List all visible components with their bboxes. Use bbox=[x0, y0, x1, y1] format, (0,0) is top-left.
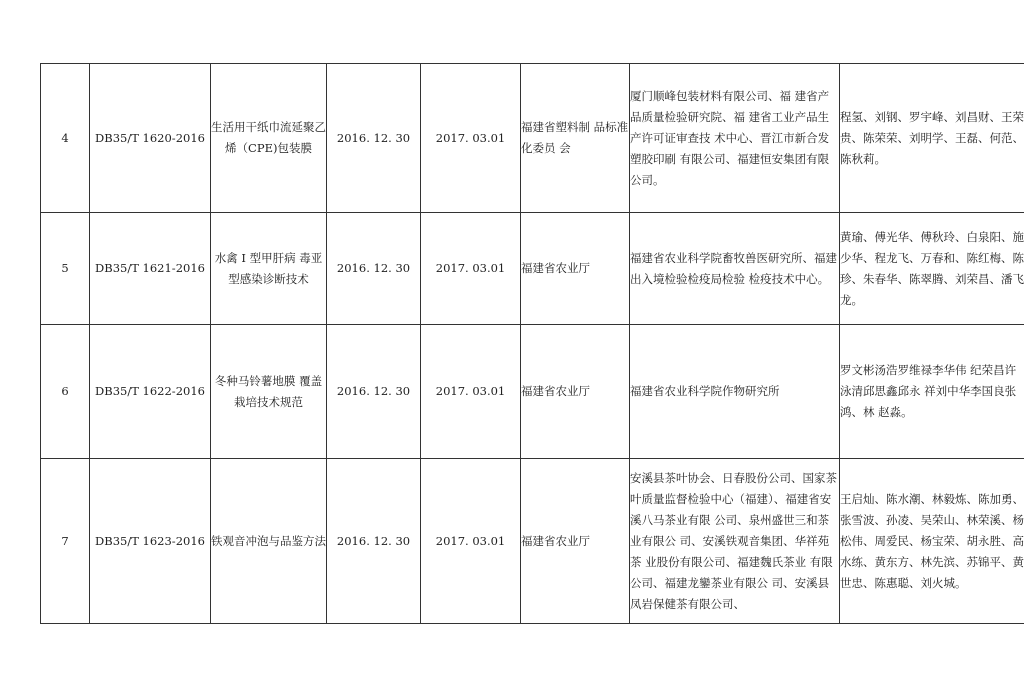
drafting-units: 福建省农业科学院作物研究所 bbox=[630, 325, 840, 459]
table-row bbox=[41, 459, 1024, 624]
standard-code: DB35/T 1623-2016 bbox=[90, 459, 211, 624]
drafters-list: 罗文彬汤浩罗维禄李华伟 纪荣昌许泳清邱思鑫邱永 祥刘中华李国良张鸿、林 赵淼。 bbox=[840, 325, 1024, 459]
table-row bbox=[41, 213, 1024, 325]
drafting-units: 厦门顺峰包装材料有限公司、福 建省产品质量检验研究院、福 建省工业产品生产许可证审查技 术中心、晋江市新合发塑胶印刷 有限公司、福建恒安集团有限 公司。 bbox=[630, 64, 840, 213]
table-row bbox=[41, 64, 1024, 213]
proposing-unit: 福建省塑料制 品标准化委员 会 bbox=[521, 64, 630, 213]
effective-date: 2017. 03.01 bbox=[421, 325, 521, 459]
effective-date: 2017. 03.01 bbox=[421, 213, 521, 325]
standard-name: 生活用干纸巾流延聚乙烯（CPE)包装膜 bbox=[211, 64, 327, 213]
effective-date: 2017. 03.01 bbox=[421, 64, 521, 213]
drafters-list: 程氢、刘钢、罗宇峰、刘昌财、王荣贵、陈荣荣、刘明学、王磊、何范、陈秋莉。 bbox=[840, 64, 1024, 213]
standard-code: DB35/T 1620-2016 bbox=[90, 64, 211, 213]
standard-name: 冬种马铃薯地膜 覆盖栽培技术规范 bbox=[211, 325, 327, 459]
publish-date: 2016. 12. 30 bbox=[327, 213, 421, 325]
standard-name: 铁观音冲泡与品鉴方法 bbox=[211, 459, 327, 624]
row-number: 5 bbox=[41, 213, 90, 325]
row-number: 6 bbox=[41, 325, 90, 459]
drafting-units: 安溪县茶叶协会、日春股份公司、国家茶叶质量监督检验中心（福建）、福建省安溪八马茶业有限 公司、泉州盛世三和茶业有限公 司、安溪铁观音集团、华祥苑茶 业股份有限公司、福建魏氏茶业 有限公司、福建龙鑾茶业有限公 司、安溪县凤岩保健茶有限公司、 bbox=[630, 459, 840, 624]
row-number: 4 bbox=[41, 64, 90, 213]
drafters-list: 王启灿、陈水潮、林毅炼、陈加勇、张雪波、孙凌、吴荣山、林荣溪、杨松伟、周爱民、杨宝荣、胡永胜、高水练、黄东方、林先滨、苏锦平、黄世忠、陈惠聪、刘火城。 bbox=[840, 459, 1024, 624]
publish-date: 2016. 12. 30 bbox=[327, 459, 421, 624]
proposing-unit: 福建省农业厅 bbox=[521, 213, 630, 325]
drafting-units: 福建省农业科学院畜牧兽医研究所、福建出入境检验检疫局检验 检疫技术中心。 bbox=[630, 213, 840, 325]
proposing-unit: 福建省农业厅 bbox=[521, 459, 630, 624]
standard-code: DB35/T 1621-2016 bbox=[90, 213, 211, 325]
standard-code: DB35/T 1622-2016 bbox=[90, 325, 211, 459]
standards-table bbox=[40, 63, 1024, 624]
publish-date: 2016. 12. 30 bbox=[327, 64, 421, 213]
proposing-unit: 福建省农业厅 bbox=[521, 325, 630, 459]
table-row bbox=[41, 325, 1024, 459]
drafters-list: 黄瑜、傅光华、傅秋玲、白泉阳、施少华、程龙飞、万春和、陈红梅、陈珍、朱春华、陈翠腾、刘荣昌、潘飞龙。 bbox=[840, 213, 1024, 325]
effective-date: 2017. 03.01 bbox=[421, 459, 521, 624]
standard-name: 水禽 I 型甲肝病 毒亚型感染诊断技术 bbox=[211, 213, 327, 325]
row-number: 7 bbox=[41, 459, 90, 624]
publish-date: 2016. 12. 30 bbox=[327, 325, 421, 459]
